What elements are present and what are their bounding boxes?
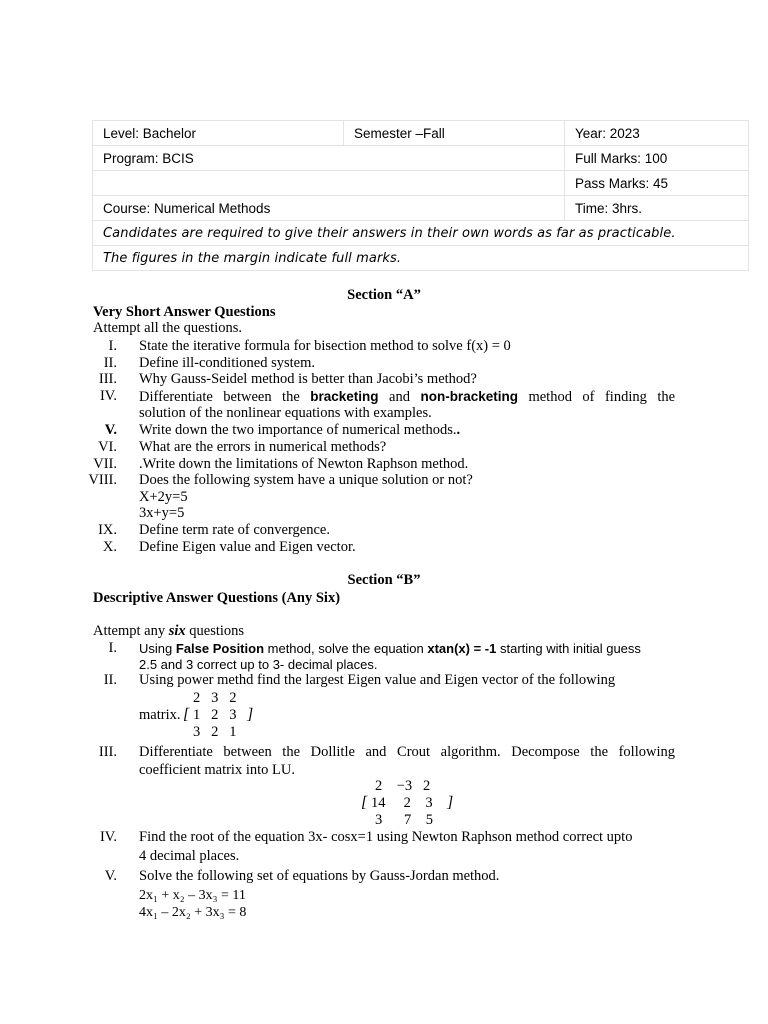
question-number: I. bbox=[108, 338, 117, 354]
question-b1-part: Using bbox=[139, 641, 173, 656]
question-b5-equation-1: 2x₁ + x₂ – 3x₃ = 11 bbox=[139, 888, 246, 903]
matrix-left-bracket: [ bbox=[183, 706, 190, 723]
question-a4-part: Differentiate between the bbox=[139, 389, 300, 405]
question-b5: Solve the following set of equations by Gauss-Jordan method. bbox=[139, 868, 500, 884]
question-a4-line2: solution of the nonlinear equations with examples. bbox=[139, 405, 432, 421]
question-a4-part: and bbox=[389, 389, 410, 405]
pass-marks-cell: Pass Marks: 45 bbox=[565, 171, 749, 196]
section-b-title: Section “B” bbox=[347, 572, 421, 588]
question-number: VI. bbox=[98, 439, 117, 455]
section-b-instruction-part: Attempt any bbox=[93, 623, 166, 639]
matrix-b2-row1: 2 3 2 bbox=[193, 690, 237, 706]
question-b1-part: method, solve the equation bbox=[267, 641, 424, 656]
section-b-instruction-emphasis: six bbox=[168, 623, 186, 639]
semester-cell: Semester –Fall bbox=[344, 121, 565, 146]
question-number: X. bbox=[102, 539, 117, 555]
question-a3: Why Gauss-Seidel method is better than Jacobi’s method? bbox=[139, 371, 477, 387]
question-b3-line1: Differentiate between the Dollitle and Crout algorithm. Decompose the following bbox=[139, 744, 675, 760]
matrix-b3-row1: 2 −3 2 bbox=[375, 778, 431, 794]
section-b-instruction bbox=[93, 623, 244, 640]
question-a8-equation-1: X+2y=5 bbox=[139, 489, 188, 505]
question-b1-line2: 2.5 and 3 correct up to 3- decimal places. bbox=[139, 657, 378, 672]
question-a4-term-bracketing: bracketing bbox=[310, 389, 379, 404]
question-b4-line1: Find the root of the equation 3x- cosx=1 using Newton Raphson method correct upto bbox=[139, 829, 633, 845]
section-b-instruction-part: questions bbox=[189, 623, 245, 639]
question-b1 bbox=[139, 640, 675, 657]
question-number: V. bbox=[104, 422, 117, 438]
question-a5 bbox=[139, 422, 675, 439]
matrix-left-bracket: [ bbox=[361, 794, 368, 811]
exam-header-table bbox=[92, 120, 749, 271]
question-number: II. bbox=[103, 672, 117, 688]
matrix-b2-row2: 1 2 3 bbox=[193, 707, 237, 723]
question-a10: Define Eigen value and Eigen vector. bbox=[139, 539, 356, 555]
question-a4 bbox=[139, 388, 675, 406]
matrix-right-bracket: ] bbox=[447, 794, 454, 811]
question-number: III. bbox=[98, 371, 117, 387]
section-b-subtitle: Descriptive Answer Questions (Any Six) bbox=[93, 590, 341, 606]
matrix-b2-row3: 3 2 1 bbox=[193, 724, 237, 740]
question-a5-dot: . bbox=[456, 422, 461, 438]
question-b1-equation: xtan(x) = -1 bbox=[427, 641, 497, 656]
question-b1-method: False Position bbox=[175, 641, 265, 656]
section-a-title: Section “A” bbox=[347, 287, 421, 303]
question-number: V. bbox=[104, 868, 117, 884]
question-number: I. bbox=[108, 640, 117, 656]
question-a2: Define ill-conditioned system. bbox=[139, 355, 315, 371]
time-cell: Time: 3hrs. bbox=[565, 196, 749, 221]
question-b2: Using power methd find the largest Eigen value and Eigen vector of the following bbox=[139, 672, 616, 688]
question-number: IV. bbox=[99, 829, 117, 845]
question-b1-part: starting with initial guess bbox=[500, 641, 641, 656]
matrix-b3-row3: 3 7 5 bbox=[375, 812, 433, 828]
question-a8-equation-2: 3x+y=5 bbox=[139, 505, 185, 521]
instruction-2: The figures in the margin indicate full marks. bbox=[93, 246, 749, 271]
question-b2-matrix-label: matrix. bbox=[139, 707, 181, 723]
question-a6: What are the errors in numerical methods? bbox=[139, 439, 387, 455]
matrix-right-bracket: ] bbox=[247, 706, 254, 723]
section-a-subtitle: Very Short Answer Questions bbox=[93, 304, 276, 320]
question-number: VII. bbox=[93, 456, 117, 472]
question-a4-term-nonbracketing: non-bracketing bbox=[420, 389, 518, 404]
question-number: II. bbox=[103, 355, 117, 371]
section-a-instruction: Attempt all the questions. bbox=[93, 320, 243, 336]
question-number: III. bbox=[98, 744, 117, 760]
year-cell: Year: 2023 bbox=[565, 121, 749, 146]
question-b3-line2: coefficient matrix into LU. bbox=[139, 762, 295, 778]
question-b5-equation-2: 4x₁ – 2x₂ + 3x₃ = 8 bbox=[139, 905, 247, 920]
program-cell: Program: BCIS bbox=[93, 146, 565, 171]
question-a4-part: method of finding the bbox=[528, 389, 676, 405]
question-a1: State the iterative formula for bisection method to solve f(x) = 0 bbox=[139, 338, 511, 354]
question-b4-line2: 4 decimal places. bbox=[139, 848, 240, 864]
question-a9: Define term rate of convergence. bbox=[139, 522, 330, 538]
question-number: IV. bbox=[99, 388, 117, 404]
level-cell: Level: Bachelor bbox=[93, 121, 344, 146]
matrix-b3-row2: 14 2 3 bbox=[371, 795, 433, 811]
empty-cell bbox=[93, 171, 565, 196]
course-cell: Course: Numerical Methods bbox=[93, 196, 565, 221]
full-marks-cell: Full Marks: 100 bbox=[565, 146, 749, 171]
question-number: VIII. bbox=[88, 472, 117, 488]
question-a7: .Write down the limitations of Newton Raphson method. bbox=[139, 456, 469, 472]
question-a5-text: Write down the two importance of numerical methods. bbox=[139, 422, 457, 438]
question-a8: Does the following system have a unique solution or not? bbox=[139, 472, 473, 488]
question-number: IX. bbox=[98, 522, 117, 538]
instruction-1: Candidates are required to give their answers in their own words as far as practicable. bbox=[93, 221, 749, 246]
